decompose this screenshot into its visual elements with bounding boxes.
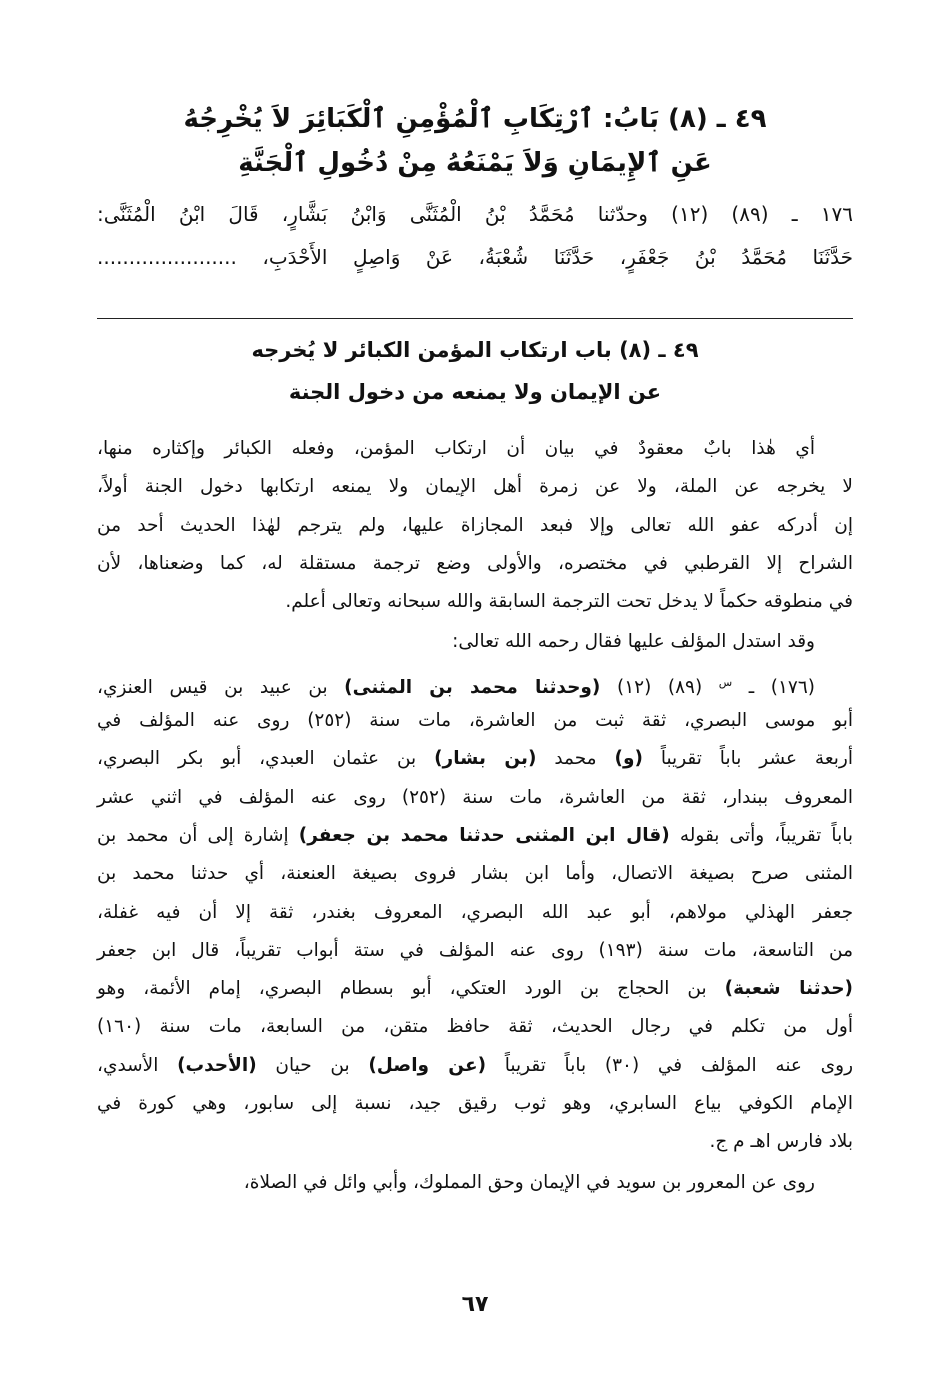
text-segment: الأسدي، (97, 1054, 178, 1076)
text-segment: باباً تقريباً، وأتى بقوله (669, 824, 853, 846)
text-segment: (٨٩) (١٢) (600, 676, 719, 698)
text-segment: محمد (536, 748, 615, 770)
text-segment: روى عنه المؤلف في (٣٠) باباً تقريباً (486, 1054, 853, 1076)
commentary-line (97, 702, 853, 740)
page-number: ٦٧ (461, 1292, 489, 1317)
commentary-line (97, 545, 853, 583)
hadith-line-1: ١٧٦ ـ (٨٩) (١٢) وحدّثنا مُحَمَّدُ بْنُ الْمُثَنَّى وَابْنُ بَشَّارٍ، قَالَ ابْنُ الْمُثَنَّى: (97, 202, 853, 226)
text-segment: لا يخرجه عن الملة، ولا عن زمرة أهل الإيمان ولا يمنعه ارتكابها دخول الجنة أولاً، (97, 476, 853, 498)
commentary-body (97, 430, 853, 1202)
text-segment: أول من تكلم في رجال الحديث، ثقة حافظ متقن، من السابعة، مات سنة (١٦٠) (97, 1016, 853, 1038)
text-segment: الإمام الكوفي بياع السابري، وهو ثوب رقيق جيد، نسبة إلى سابور، وهي كورة في (97, 1093, 853, 1115)
commentary-line (97, 430, 853, 468)
text-segment: الشراح إلا القرطبي في مختصره، والأولى وضع ترجمة مستقلة له، كما وضعناها، لأن (97, 552, 853, 574)
text-segment: من التاسعة، مات سنة (١٩٣) روى عنه المؤلف في ستة أبواب تقريباً، قال ابن جعفر (97, 939, 853, 961)
commentary-line (97, 740, 853, 778)
text-segment: أي هٰذا بابٌ معقودٌ في بيان أن ارتكاب المؤمن، وفعله الكبائر وإكثاره منها، (97, 438, 815, 459)
bold-quoted-text: (عن واصل) (368, 1054, 487, 1076)
bold-quoted-text: (بن بشار) (434, 748, 537, 770)
commentary-line (97, 1085, 853, 1123)
bold-quoted-text: (حدثنا شعبة) (724, 978, 853, 1000)
commentary-line (97, 1008, 853, 1046)
commentary-line (97, 1123, 853, 1161)
commentary-line (97, 507, 853, 545)
commentary-line (97, 779, 853, 817)
bold-quoted-text: (وحدثنا محمد بن المثنى) (344, 676, 601, 698)
text-segment: بن عبيد بن قيس العنزي، (97, 676, 345, 698)
hadith-line-2: حَدَّثَنَا مُحَمَّدُ بْنُ جَعْفَرٍ، حَدَّثَنَا شُعْبَةُ، عَنْ وَاصِلٍ الأَحْدَبِ، ...................... (97, 245, 853, 269)
commentary-line (97, 664, 853, 702)
commentary-line (97, 583, 853, 621)
commentary-line (97, 970, 853, 1008)
bold-quoted-text: (قال ابن المثنى حدثنا محمد بن جعفر) (298, 824, 670, 846)
chapter-title-line-1: ٤٩ ـ (٨) بَابُ: ٱرْتِكَابِ ٱلْمُؤْمِنِ ٱلْكَبَائِرَ لاَ يُخْرِجُهُ (183, 104, 767, 134)
separator-rule (97, 318, 853, 319)
commentary-line (97, 894, 853, 932)
text-segment: المعروف ببندار، ثقة من العاشرة، مات سنة (٢٥٢) روى عنه المؤلف في اثني عشر (97, 786, 853, 808)
text-segment: أبو موسى البصري، ثقة ثبت من العاشرة، مات سنة (٢٥٢) روى عنه المؤلف في (97, 710, 853, 732)
text-segment: بلاد فارس اهـ م ج. (709, 1131, 853, 1153)
text-segment: روى عن المعرور بن سويد في الإيمان وحق المملوك، وأبي وائل في الصلاة، (243, 1171, 815, 1193)
commentary-line (97, 855, 853, 893)
bold-quoted-text: (و) (614, 748, 643, 770)
text-segment: في منطوقه حكماً لا يدخل تحت الترجمة السابقة والله سبحانه وتعالى أعلم. (285, 591, 853, 613)
source-marker: س (718, 675, 733, 689)
text-segment: إن أدركه عفو الله تعالى وإلا فبعد المجازاة عليها، ولم يترجم لهٰذا الحديث أحد من (97, 514, 853, 536)
text-segment: المثنى صرح بصيغة الاتصال، وأما ابن بشار فروى بصيغة العنعنة، أي حدثنا محمد بن (97, 863, 853, 885)
text-segment: جعفر الهذلي مولاهم، أبو عبد الله البصري، المعروف بغندر، ثقة إلا أن فيه غفلة، (97, 901, 853, 923)
bold-quoted-text: (الأحدب) (177, 1054, 257, 1076)
commentary-line (97, 1047, 853, 1085)
text-segment: بن الحجاج بن الورد العتكي، أبو بسطام البصري، إمام الأئمة، وهو (97, 978, 725, 1000)
commentary-line (97, 468, 853, 506)
commentary-line (97, 932, 853, 970)
commentary-line (97, 623, 853, 661)
text-segment: (١٧٦) ـ (732, 676, 815, 698)
commentary-line (97, 817, 853, 855)
text-segment: أربعة عشر باباً تقريباً (642, 748, 853, 770)
commentary-line (97, 1164, 853, 1202)
commentary-heading-line-1: ٤٩ ـ (٨) باب ارتكاب المؤمن الكبائر لا يُخرجه (251, 338, 699, 362)
text-segment: إشارة إلى أن محمد بن (97, 824, 299, 846)
commentary-heading-line-2: عن الإيمان ولا يمنعه من دخول الجنة (288, 380, 662, 404)
chapter-title-line-2: عَنِ ٱلإِيمَانِ وَلاَ يَمْنَعُهُ مِنْ دُخُولِ ٱلْجَنَّةِ (238, 148, 712, 178)
text-segment: وقد استدل المؤلف عليها فقال رحمه الله تعالى: (452, 631, 815, 653)
text-segment: بن عثمان العبدي، أبو بكر البصري، (97, 748, 435, 770)
text-segment: بن حيان (256, 1054, 369, 1076)
